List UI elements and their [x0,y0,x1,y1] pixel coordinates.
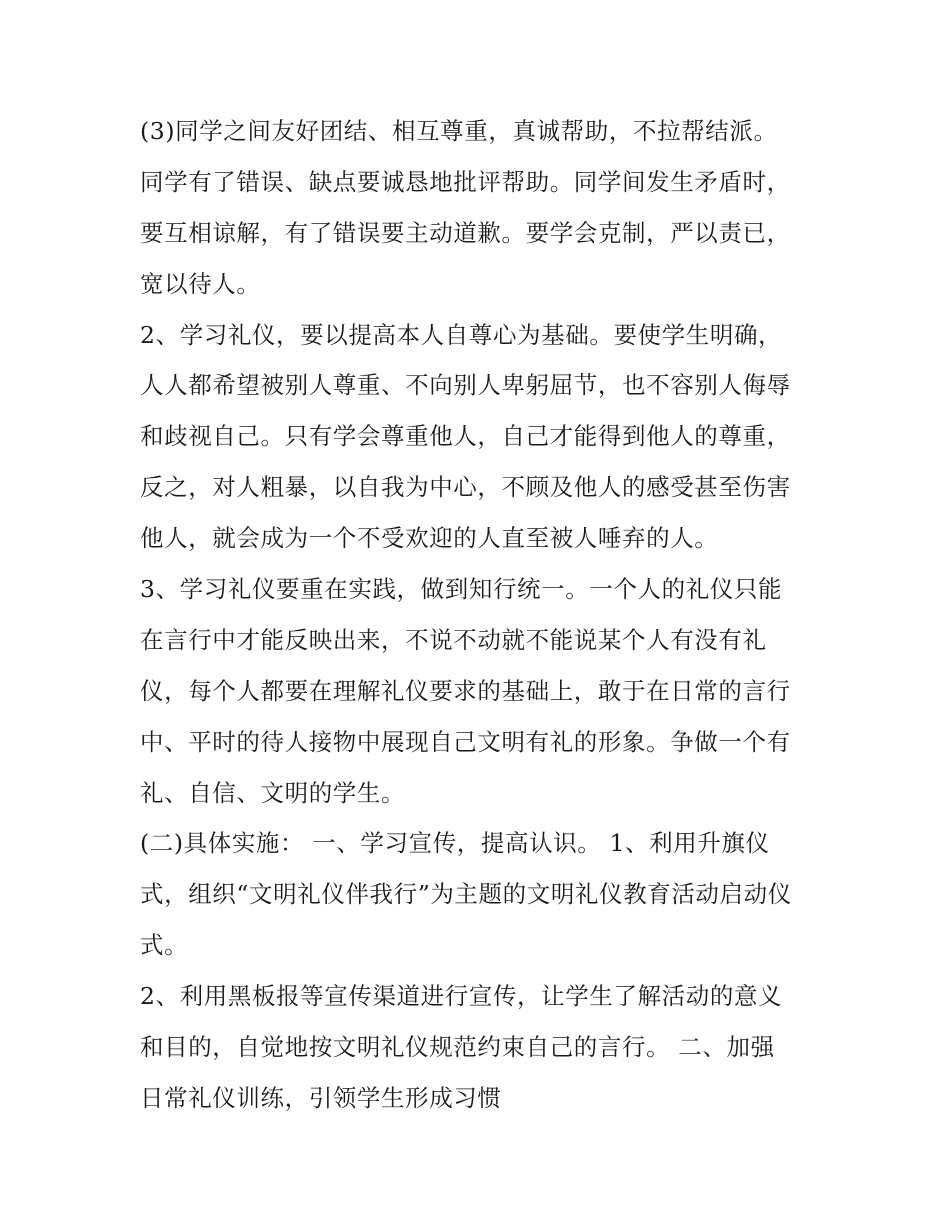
text-line: 在言行中才能反映出来，不说不动就不能说某个人有没有礼 [140,625,767,654]
text-line: 2、利用黑板报等宣传渠道进行宣传，让学生了解活动的意义 [140,982,783,1011]
body-text [140,106,820,1124]
text-line: 他人，就会成为一个不受欢迎的人直至被人唾弃的人。 [140,524,719,553]
text-line: 式。 [140,931,189,960]
text-line: 要互相谅解，有了错误要主动道歉。要学会克制，严以责已， [140,218,791,247]
text-line: 和目的，自觉地按文明礼仪规范约束自己的言行。 二、加强 [140,1033,775,1062]
text-line: 仪，每个人都要在理解礼仪要求的基础上，敢于在日常的言行 [140,676,791,705]
text-line: (3)同学之间友好团结、相互尊重，真诚帮助，不拉帮结派。 [140,117,778,145]
text-line: 同学有了错误、缺点要诚恳地批评帮助。同学间发生矛盾时， [140,167,791,196]
text-line: 中、平时的待人接物中展现自己文明有礼的形象。争做一个有 [140,727,791,756]
text-line: 2、学习礼仪，要以提高本人自尊心为基础。要使学生明确， [140,320,783,349]
text-line: 日常礼仪训练，引领学生形成习惯 [140,1083,502,1112]
text-line: 式，组织“文明礼仪伴我行”为主题的文明礼仪教育活动启动仪 [140,880,792,909]
text-line: 3、学习礼仪要重在实践，做到知行统一。一个人的礼仪只能 [140,575,783,604]
text-line: 和歧视自己。只有学会尊重他人，自己才能得到他人的尊重， [140,422,791,451]
text-line: 礼、自信、文明的学生。 [140,778,406,807]
text-line: 宽以待人。 [140,269,261,298]
text-line: 反之，对人粗暴，以自我为中心，不顾及他人的感受甚至伤害 [140,473,791,502]
text-line: 人人都希望被别人尊重、不向别人卑躬屈节，也不容别人侮辱 [140,371,791,400]
text-line: (二)具体实施： 一、学习宣传，提高认识。 1、利用升旗仪 [140,829,770,858]
